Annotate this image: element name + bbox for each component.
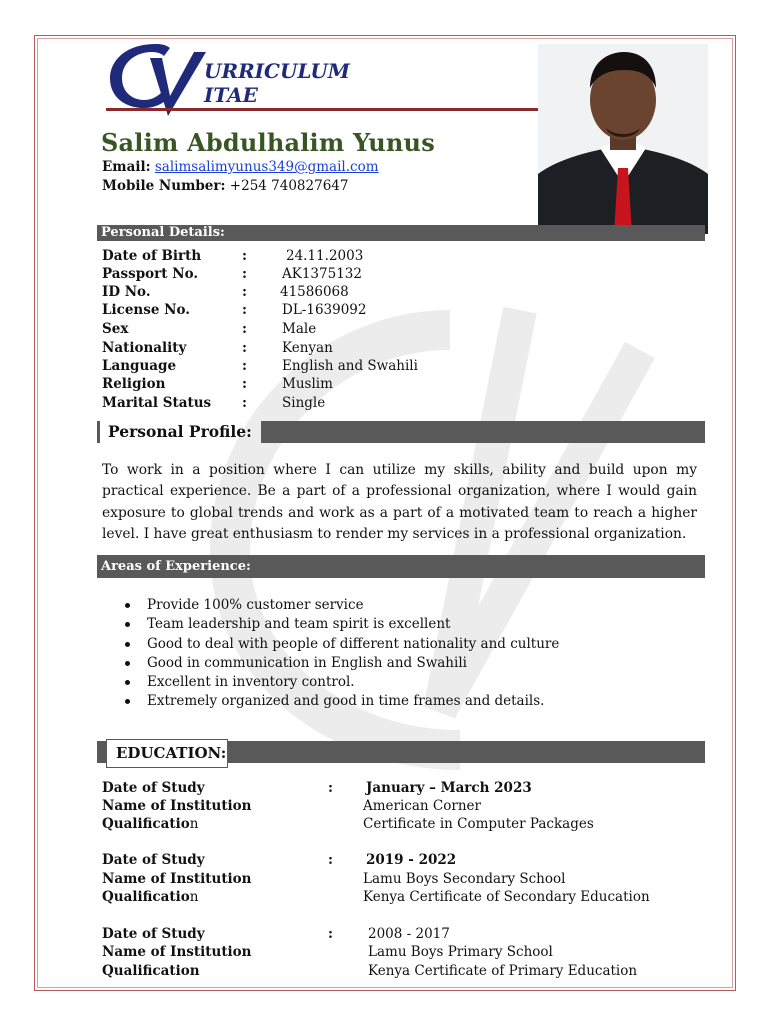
email-line — [102, 159, 379, 175]
edu-colon: : — [328, 852, 333, 868]
edu-label: Qualification — [102, 963, 200, 979]
edu-label — [102, 815, 198, 833]
detail-colon: : — [242, 395, 247, 411]
detail-value: 24.11.2003 — [286, 248, 364, 264]
edu-qualification: Certificate in Computer Packages — [363, 816, 594, 832]
edu-label-tail: n — [189, 889, 199, 905]
edu-colon: : — [328, 780, 333, 796]
edu-date: 2019 - 2022 — [366, 852, 457, 868]
edu-qualification: Kenya Certificate of Primary Education — [368, 963, 638, 979]
edu-label: Name of Institution — [102, 798, 252, 814]
edu-institution: Lamu Boys Primary School — [368, 944, 553, 960]
edu-label: Date of Study — [102, 926, 205, 942]
detail-label: Nationality — [102, 340, 187, 356]
edu-label — [102, 888, 198, 906]
edu-qualification: Kenya Certificate of Secondary Education — [363, 889, 650, 905]
detail-value: Male — [282, 321, 317, 337]
email-link[interactable]: salimsalimyunus349@gmail.com — [154, 159, 379, 175]
mobile-label: Mobile Number: — [102, 178, 226, 194]
detail-colon: : — [242, 266, 247, 282]
detail-colon: : — [242, 358, 247, 374]
mobile-number: +254 740827647 — [229, 178, 349, 194]
detail-value: English and Swahili — [282, 358, 418, 374]
experience-heading — [97, 555, 705, 578]
detail-label: ID No. — [102, 284, 151, 300]
detail-value: 41586068 — [280, 284, 349, 300]
logo-text-line1: URRICULUM — [204, 59, 350, 83]
personal-details-heading-text: Personal Details: — [101, 225, 225, 240]
detail-label: Sex — [102, 321, 129, 337]
list-item: Provide 100% customer service — [125, 596, 559, 615]
detail-value: Kenyan — [282, 340, 333, 356]
candidate-name: Salim Abdulhalim Yunus — [101, 128, 435, 157]
email-label: Email: — [102, 159, 151, 175]
profile-text: To work in a position where I can utilize my skills, ability and build upon my practical experience. Be a part of a professional organization, where I would gain exposure to global trends and work as a part of a motivated team to reach a higher level. I have great enthusiasm to render my services in a professional organization. — [102, 462, 697, 542]
detail-label: Marital Status — [102, 395, 212, 411]
detail-label: Religion — [102, 376, 166, 392]
detail-label: Date of Birth — [102, 248, 202, 264]
detail-value: Muslim — [282, 376, 333, 392]
profile-photo — [538, 44, 708, 234]
list-item: Good in communication in English and Swahili — [125, 654, 559, 673]
edu-institution: Lamu Boys Secondary School — [363, 871, 566, 887]
edu-date: 2008 - 2017 — [368, 926, 450, 942]
experience-heading-text: Areas of Experience: — [101, 559, 251, 574]
edu-label-main: Qualificatio — [102, 889, 190, 905]
profile-heading-tab — [97, 421, 100, 443]
logo-underline — [106, 108, 538, 111]
detail-colon: : — [242, 321, 247, 337]
detail-colon: : — [242, 340, 247, 356]
detail-colon: : — [242, 248, 247, 264]
edu-institution: American Corner — [363, 798, 481, 814]
profile-heading-bar — [261, 421, 705, 443]
logo-text-line2: ITAE — [204, 83, 258, 107]
detail-value: Single — [282, 395, 326, 411]
personal-details-heading — [97, 225, 705, 241]
edu-label: Name of Institution — [102, 944, 252, 960]
edu-label: Date of Study — [102, 852, 205, 868]
list-item: Good to deal with people of different nationality and culture — [125, 635, 559, 654]
mobile-line — [102, 178, 348, 194]
edu-label: Name of Institution — [102, 871, 252, 887]
list-item: Extremely organized and good in time frames and details. — [125, 692, 559, 711]
detail-colon: : — [242, 302, 247, 318]
detail-label: License No. — [102, 302, 190, 318]
detail-value: DL-1639092 — [282, 302, 367, 318]
detail-colon: : — [242, 284, 247, 300]
detail-label: Passport No. — [102, 266, 199, 282]
detail-label: Language — [102, 358, 177, 374]
list-item: Team leadership and team spirit is excellent — [125, 615, 559, 634]
edu-colon: : — [328, 926, 333, 942]
edu-label-main: Qualificatio — [102, 816, 190, 832]
edu-label-tail: n — [189, 816, 199, 832]
edu-date: January – March 2023 — [366, 780, 532, 796]
list-item: Excellent in inventory control. — [125, 673, 559, 692]
detail-value: AK1375132 — [282, 266, 362, 282]
education-heading: EDUCATION: — [106, 739, 228, 768]
edu-label: Date of Study — [102, 780, 205, 796]
profile-heading: Personal Profile: — [108, 422, 252, 441]
detail-colon: : — [242, 376, 247, 392]
experience-list — [125, 596, 559, 712]
